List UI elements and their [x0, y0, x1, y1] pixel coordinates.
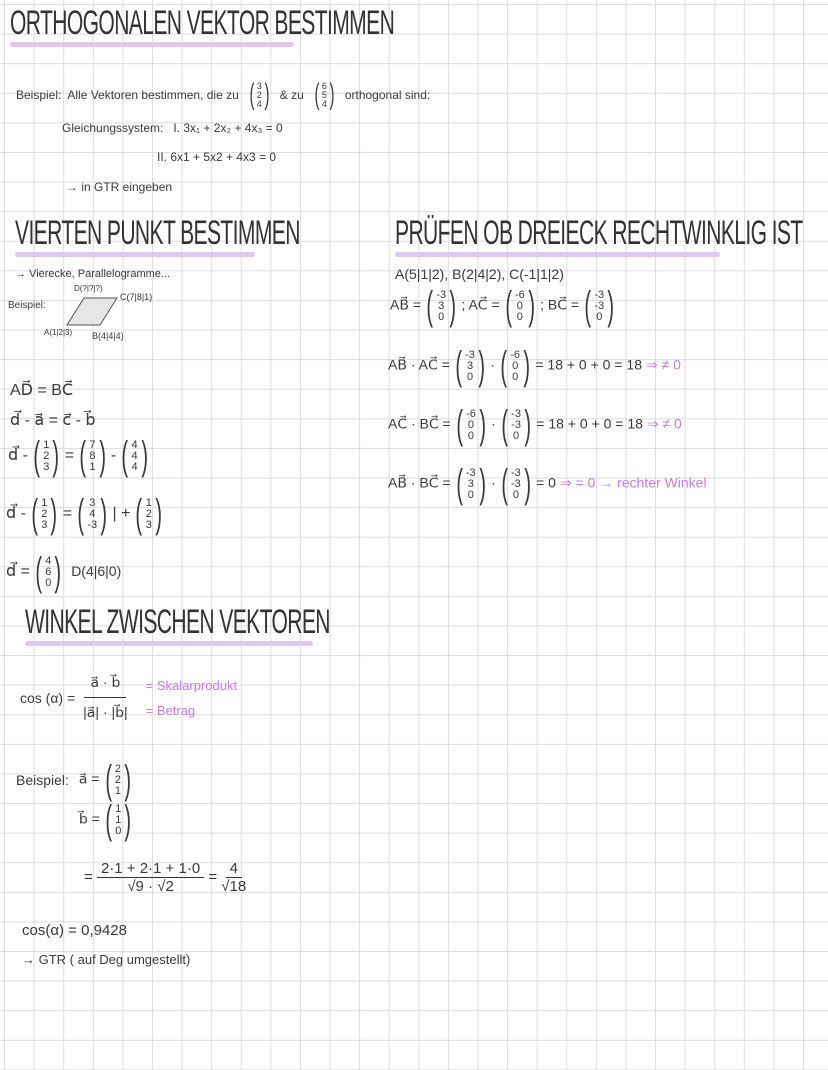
column-vector: ( 4 6 0 )	[35, 550, 62, 594]
vector-component: 0	[45, 576, 52, 589]
cos-formula	[20, 674, 237, 721]
vector-component: -3	[594, 299, 605, 312]
column-vector: ( 1 2 3 )	[33, 434, 60, 478]
vector-component: 0	[467, 418, 475, 431]
system-label: Gleichungssystem:	[62, 121, 164, 135]
column-vector: ( -6 0 0 )	[504, 284, 535, 328]
column-vector: ( -3 -3 0 )	[501, 462, 531, 506]
vector-component: -6	[514, 288, 525, 301]
vector-component: 1	[145, 496, 152, 509]
column-vector: ( 1 1 0 )	[105, 798, 132, 842]
vector-component: 0	[516, 299, 523, 312]
vector-component: 3	[466, 359, 474, 372]
vector-component: -6	[466, 407, 476, 420]
example-end: orthogonal sind:	[344, 88, 431, 102]
column-vector: ( -3 -3 0 )	[501, 403, 531, 447]
vector-component: -3	[436, 288, 447, 301]
equation-result: d⃗ = ( 4 6 0 ) D(4|6|0)	[6, 550, 122, 594]
column-vector: ( -6 0 0 )	[500, 344, 531, 388]
vector-component: 2	[114, 773, 122, 786]
equation-vectors: d⃗ - a⃗ = c⃗ - b⃗	[10, 412, 96, 429]
vector-component: 0	[513, 429, 520, 442]
point-c-label: C(7|8|1)	[120, 292, 153, 302]
vector-component: 0	[466, 370, 474, 383]
vector-1: ( 3 2 4 )	[249, 78, 270, 111]
section-title-orthogonal: ORTHOGONALEN VEKTOR BESTIMMEN	[10, 4, 395, 42]
note-skalarprodukt: = Skalarprodukt	[145, 677, 238, 693]
equation-2: II. 6x1 + 5x2 + 4x3 = 0	[157, 150, 277, 164]
formula-numerator: a⃗ · b⃗	[84, 674, 126, 698]
column-vector: ( 3 4 -3 )	[77, 492, 108, 536]
vector-component: 1	[43, 438, 50, 451]
vector-component: -3	[87, 518, 98, 531]
vector-component: 3	[145, 518, 152, 531]
column-vector: ( 1 2 3 )	[31, 492, 58, 536]
section-title-vierter-punkt: VIERTEN PUNKT BESTIMMEN	[15, 214, 300, 252]
vector-component: 2	[256, 89, 262, 100]
vector-component: 2	[114, 762, 122, 775]
vector-component: 4	[131, 449, 138, 462]
gtr-note: → GTR ( auf Deg umgestellt)	[22, 952, 191, 967]
vector-component: 4	[131, 460, 138, 473]
equation-line3: d⃗ - ( 1 2 3 ) = ( 7 8 1 ) - ( 4 4 4 )	[8, 436, 153, 476]
vector-component: 2	[41, 507, 48, 520]
column-vector: ( 2 2 1 )	[104, 758, 132, 802]
vector-component: 3	[467, 477, 474, 490]
vector-component: 0	[596, 310, 603, 323]
vector-component: 0	[512, 370, 519, 383]
example-vectors	[16, 760, 137, 840]
point-b-label: B(4|4|4)	[92, 331, 124, 341]
vector-component: -6	[510, 348, 521, 361]
column-vector: ( -3 3 0 )	[455, 462, 486, 506]
column-vector: ( 4 4 4 )	[121, 434, 148, 478]
check-ab-bc: AB⃗ · BC⃗ = ( -3 3 0 ) · ( -3 -3 0 ) = 0 ⇒ = 0 → rechter Winkel	[388, 462, 707, 506]
equation-line4: d⃗ - ( 1 2 3 ) = ( 3 4 -3 ) | + ( 1 2 3 )	[6, 494, 167, 534]
vector-component: 0	[467, 429, 475, 442]
check-ab-ac: AB⃗ · AC⃗ = ( -3 3 0 ) · ( -6 0 0 ) = 18 + 0 + 0 = 18 ⇒ ≠ 0	[388, 344, 681, 388]
vector-component: 1	[115, 802, 122, 815]
vector-component: -3	[511, 418, 521, 431]
formula-fraction	[83, 674, 127, 721]
equation-1: I. 3x₁ + 2x₂ + 4x₃ = 0	[173, 121, 283, 135]
and-text: & zu	[279, 88, 304, 102]
vector-component: 4	[256, 98, 262, 109]
column-vector: ( -3 3 0 )	[455, 344, 485, 388]
vector-component: 0	[467, 488, 474, 501]
point-d-label: D(?|?|?)	[74, 284, 103, 293]
vector-component: 8	[89, 449, 96, 462]
section-title-winkel: WINKEL ZWISCHEN VEKTOREN	[25, 603, 330, 641]
gtr-note: → in GTR eingeben	[66, 180, 173, 194]
equation-ad-bc: AD⃗ = BC⃗	[10, 382, 74, 399]
column-vector: ( -3 3 0 )	[426, 284, 457, 328]
vector-component: 4	[89, 507, 96, 520]
vector-component: 4	[321, 98, 327, 109]
cos-result: cos(α) = 0,9428	[22, 922, 127, 939]
vector-component: 2	[43, 449, 50, 462]
vector-2: ( 6 5 4 )	[314, 78, 335, 111]
vector-component: 0	[512, 488, 519, 501]
side-vectors: AB⃗ = ( -3 3 0 ) ; AC⃗ = ( -6 0 0 ) ; BC⃗ = ( -3 -3 0 )	[390, 286, 619, 326]
example-vector-list	[79, 760, 137, 840]
vector-component: -3	[511, 407, 521, 420]
vector-component: 1	[114, 784, 122, 797]
vector-component: 5	[321, 89, 327, 100]
vector-component: -3	[511, 477, 521, 490]
example-text: Alle Vektoren bestimmen, die zu	[67, 88, 239, 102]
formula-denominator: |a⃗| · |b⃗|	[83, 704, 128, 720]
vector-a: a⃗ = ( 2 2 1 )	[79, 760, 137, 800]
check-ac-bc: AC⃗ · BC⃗ = ( -6 0 0 ) · ( -3 -3 0 ) = 18 + 0 + 0 = 18 ⇒ ≠ 0	[388, 403, 682, 447]
vector-component: 0	[438, 310, 445, 323]
formula-notes	[146, 678, 237, 718]
column-vector: ( 1 2 3 )	[135, 492, 162, 536]
example-label: Beispiel:	[16, 88, 62, 102]
vector-component: 6	[321, 80, 327, 91]
vector-component: 3	[89, 496, 96, 509]
example-label: Beispiel:	[16, 772, 69, 788]
vector-component: 7	[89, 438, 96, 451]
subtitle: → Vierecke, Parallelogramme...	[15, 268, 171, 280]
vector-component: 0	[512, 359, 519, 372]
vector-component: 0	[516, 310, 523, 323]
note-betrag: = Betrag	[145, 702, 196, 718]
vector-component: 1	[41, 496, 48, 509]
vector-component: 4	[45, 554, 52, 567]
vector-component: 4	[131, 438, 138, 451]
vector-component: 1	[89, 460, 96, 473]
column-vector: ( 7 8 1 )	[79, 434, 106, 478]
column-vector: ( -3 -3 0 )	[584, 284, 615, 328]
vector-component: 3	[43, 460, 50, 473]
section-title-dreieck: PRÜFEN OB DREIECK RECHTWINKLIG IST	[395, 214, 803, 252]
vector-component: 6	[45, 565, 52, 578]
vector-component: 3	[438, 299, 445, 312]
point-a-label: A(1|2|3)	[44, 328, 73, 337]
vector-component: -3	[465, 466, 476, 479]
vector-component: 0	[115, 824, 122, 837]
vector-component: 3	[256, 80, 262, 91]
vector-b: b⃗ = ( 1 1 0 )	[79, 800, 137, 840]
calculation: = $\frac{2\cdot 1 + 2\cdot 1 + 1\cdot 0}{√9 \cdot √2}$ = $\frac{4}{√18}$	[84, 860, 247, 895]
cos-label: cos (α) =	[20, 689, 76, 706]
vector-component: 1	[115, 813, 122, 826]
vector-component: 3	[41, 518, 48, 531]
vector-component: -3	[511, 466, 521, 479]
triangle-points: A(5|1|2), B(2|4|2), C(-1|1|2)	[395, 266, 564, 282]
vector-component: -3	[465, 348, 475, 361]
example-label: Beispiel:	[8, 300, 46, 311]
column-vector: ( -6 0 0 )	[456, 403, 486, 447]
vector-component: 2	[145, 507, 152, 520]
vector-component: -3	[594, 288, 605, 301]
